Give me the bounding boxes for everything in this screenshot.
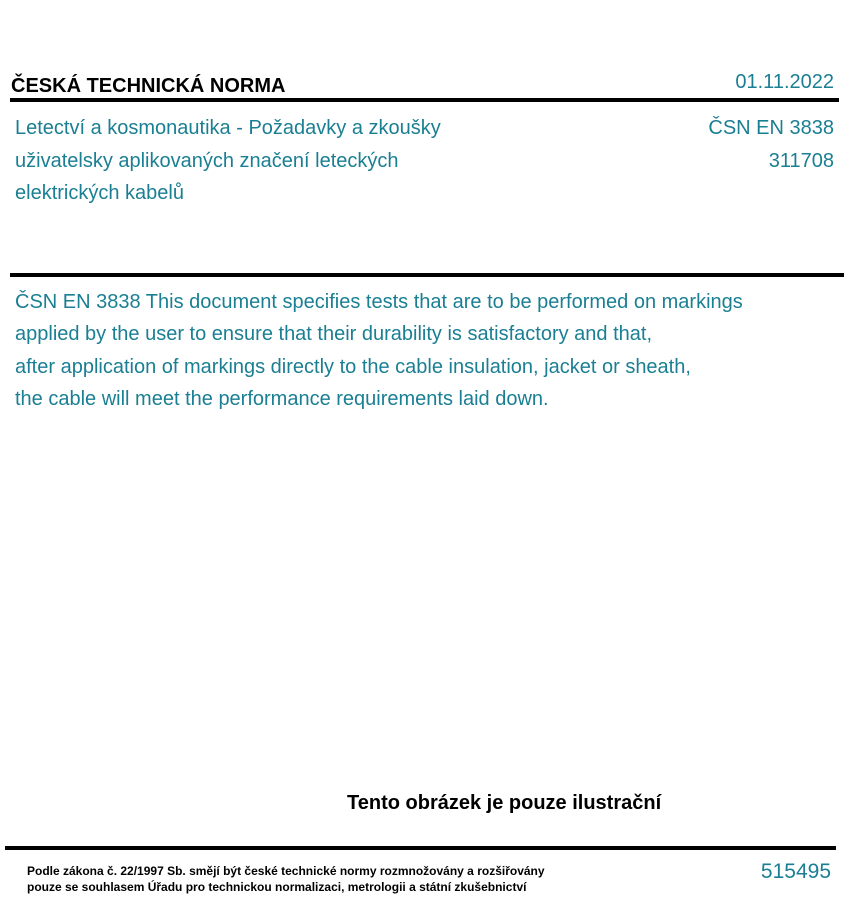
bottom-divider — [5, 846, 836, 850]
document-id: 515495 — [760, 860, 831, 883]
abstract-line: applied by the user to ensure that their durability is satisfactory and that, — [15, 323, 653, 346]
abstract — [15, 286, 845, 415]
document-title: ČESKÁ TECHNICKÁ NORMA — [11, 75, 286, 97]
abstract-line: ČSN EN 3838 This document specifies tests that are to be performed on markings — [15, 291, 743, 313]
abstract-line: after application of markings directly to the cable insulation, jacket or sheath, — [15, 355, 691, 378]
subject-line: elektrických kabelů — [15, 182, 184, 204]
classification-code: 311708 — [768, 149, 834, 172]
abstract-line: the cable will meet the performance requirements laid down. — [15, 387, 549, 410]
standard-subject — [15, 112, 575, 210]
illustration-disclaimer: Tento obrázek je pouze ilustrační — [347, 792, 662, 814]
top-divider — [10, 98, 839, 102]
subject-line: uživatelsky aplikovaných značení leteckých — [15, 149, 399, 172]
standard-number: ČSN EN 3838 — [708, 117, 834, 139]
standard-identifier — [708, 112, 834, 177]
publication-date: 01.11.2022 — [735, 71, 834, 93]
legal-line: pouze se souhlasem Úřadu pro technickou normalizaci, metrologii a státní zkušebnictví — [27, 880, 527, 894]
middle-divider — [10, 273, 844, 277]
legal-notice — [27, 863, 545, 895]
subject-line: Letectví a kosmonautika - Požadavky a zkoušky — [15, 117, 441, 139]
legal-line: Podle zákona č. 22/1997 Sb. smějí být české technické normy rozmnožovány a rozšiřovány — [27, 864, 545, 878]
